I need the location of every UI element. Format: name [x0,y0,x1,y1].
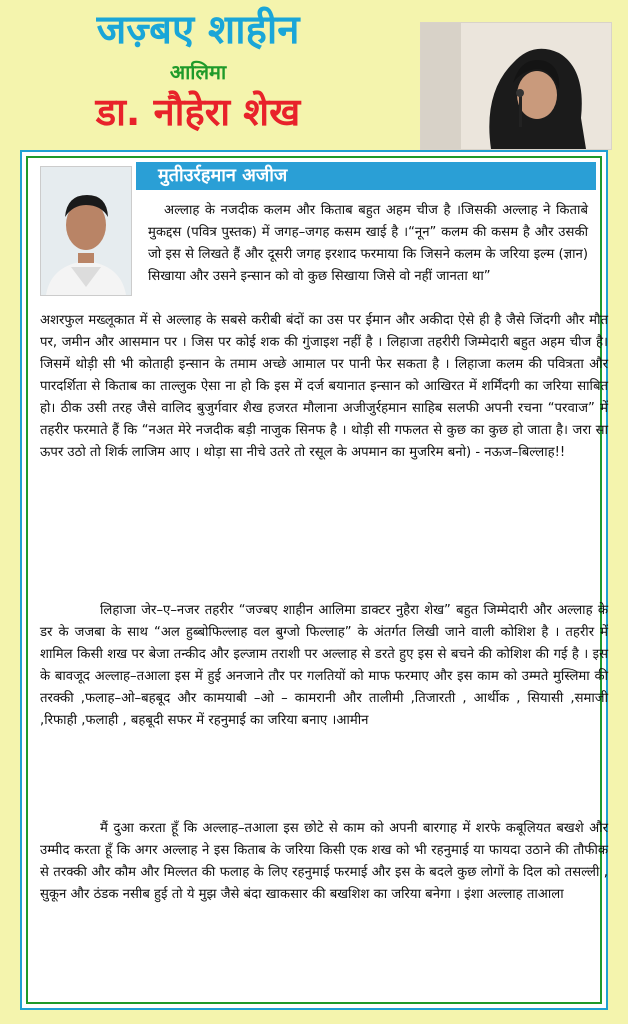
author-name: मुतीउर्रहमान अजीज [158,165,288,186]
book-subject-name: डा. नौहेरा शेख [95,90,301,134]
article-paragraph-3: लिहाजा जेर–ए–नजर तहरीर “जज्बए शाहीन आलिमा डाक्टर नुहैरा शेख” बहुत जिम्मेदारी और अल्लाह के डर के जजबा के साथ “अल हुब्बोफिल्लाह वल बुग्जो फिल्लाह” के अंतर्गत लिखी जाने वाली कोशिश है । तहरीर में शामिल किसी शख पर बेजा तन्कीद और इल्जाम तराशी पर अल्लाह से डरते हुए इस से बचने की कोशिश की गई है । इस के बावजूद अल्लाह–तआला इस में हुई अनजाने तौर पर गलतियों को माफ फरमाए और इस काम को उम्मते मुस्लिमा की तरक्की ,फलाह–ओ–बहबूद और कामयाबी –ओ – कामरानी और तालीमी ,तिजारती , आर्थीक , सियासी ,समाजी ,रिफाही ,फलाही , बहबूदी सफर में रहनुमाई का जरिया बनाए ।आमीन [40,603,608,728]
article-paragraph-1: अल्लाह के नजदीक कलम और किताब बहुत अहम चीज है ।जिसकी अल्लाह ने किताबे मुकद्दस (पवित्र पुस्तक) में जगह–जगह कसम खाई है ।“नून” कलम की कसम है और उसकी जो इस से लिखते हैं और दूसरी जगह इरशाद फरमाया कि जिसने कलम के जरिया इल्म (ज्ञान) सिखाया और उसने इन्सान को वो कुछ सिखाया जिसे वो नहीं जानता था” [148,203,588,284]
article-paragraph-2: अशरफुल मख्लूकात में से अल्लाह के सबसे करीबी बंदों का उस पर ईमान और अकीदा ऐसे ही है जैसे जिंदगी और मौत पर, जमीन और आसमान पर । जिस पर कोई शक की गुंजाइश नहीं है । लिहाजा तहरीरी जिम्मेदारी बहुत अहम चीज है। जिसमें थोड़ी सी भी कोताही इन्सान के तमाम अच्छे आमाल पर पानी फेर सकता है । लिहाजा कलम की पवित्रता और पारदर्शिता से किताब का ताल्लुक ऐसा ना हो कि इस में दर्ज बयानात इन्सान को आखिरत में शर्मिंदगी का जरिया साबित हो। ठीक उसी तरह जैसे वालिद बुजुर्गवार शैख हजरत मौलाना अजीजुर्रहमान साहिब सलफी अपनी रचना “परवाज” में तहरीर फरमाते हैं कि “नअत मेरे नजदीक बड़ी नाजुक सिनफ है । थोड़ी सी गफलत से कुछ का कुछ हो जाता है। जरा सा ऊपर उठो तो शिर्क लाजिम आए । थोड़ा सा नीचे उतरे तो रसूल के अपमान का मुजरिम बनो) - नऊज–बिल्लाह!! [40,313,608,460]
book-subtitle: आलिमा [169,60,227,84]
subject-portrait-photo [420,22,612,150]
book-title: जज़्बए शाहीन [96,7,300,53]
article-paragraph-4: मैं दुआ करता हूँ कि अल्लाह–तआला इस छोटे से काम को अपनी बारगाह में शरफे कबूलियत बखशे और उम्मीद करता हूँ कि अगर अल्लाह ने इस किताब के जरिया किसी एक शख को भी रहनुमाई या फायदा उठाने की तौफीक से तरक्की और कौम और मिल्लत की फलाह के लिए रहनुमाई फरमाई और इस के बदले कुछ लोगों के दिल को तसल्ली , सुकून और ठंडक नसीब हुई तो ये मुझ जैसे बंदा खाकसार की बखशिश का जरिया बनेगा । इंशा अल्लाह ताआला [40,821,608,902]
author-name-banner [136,162,596,190]
author-portrait-photo [40,166,132,296]
